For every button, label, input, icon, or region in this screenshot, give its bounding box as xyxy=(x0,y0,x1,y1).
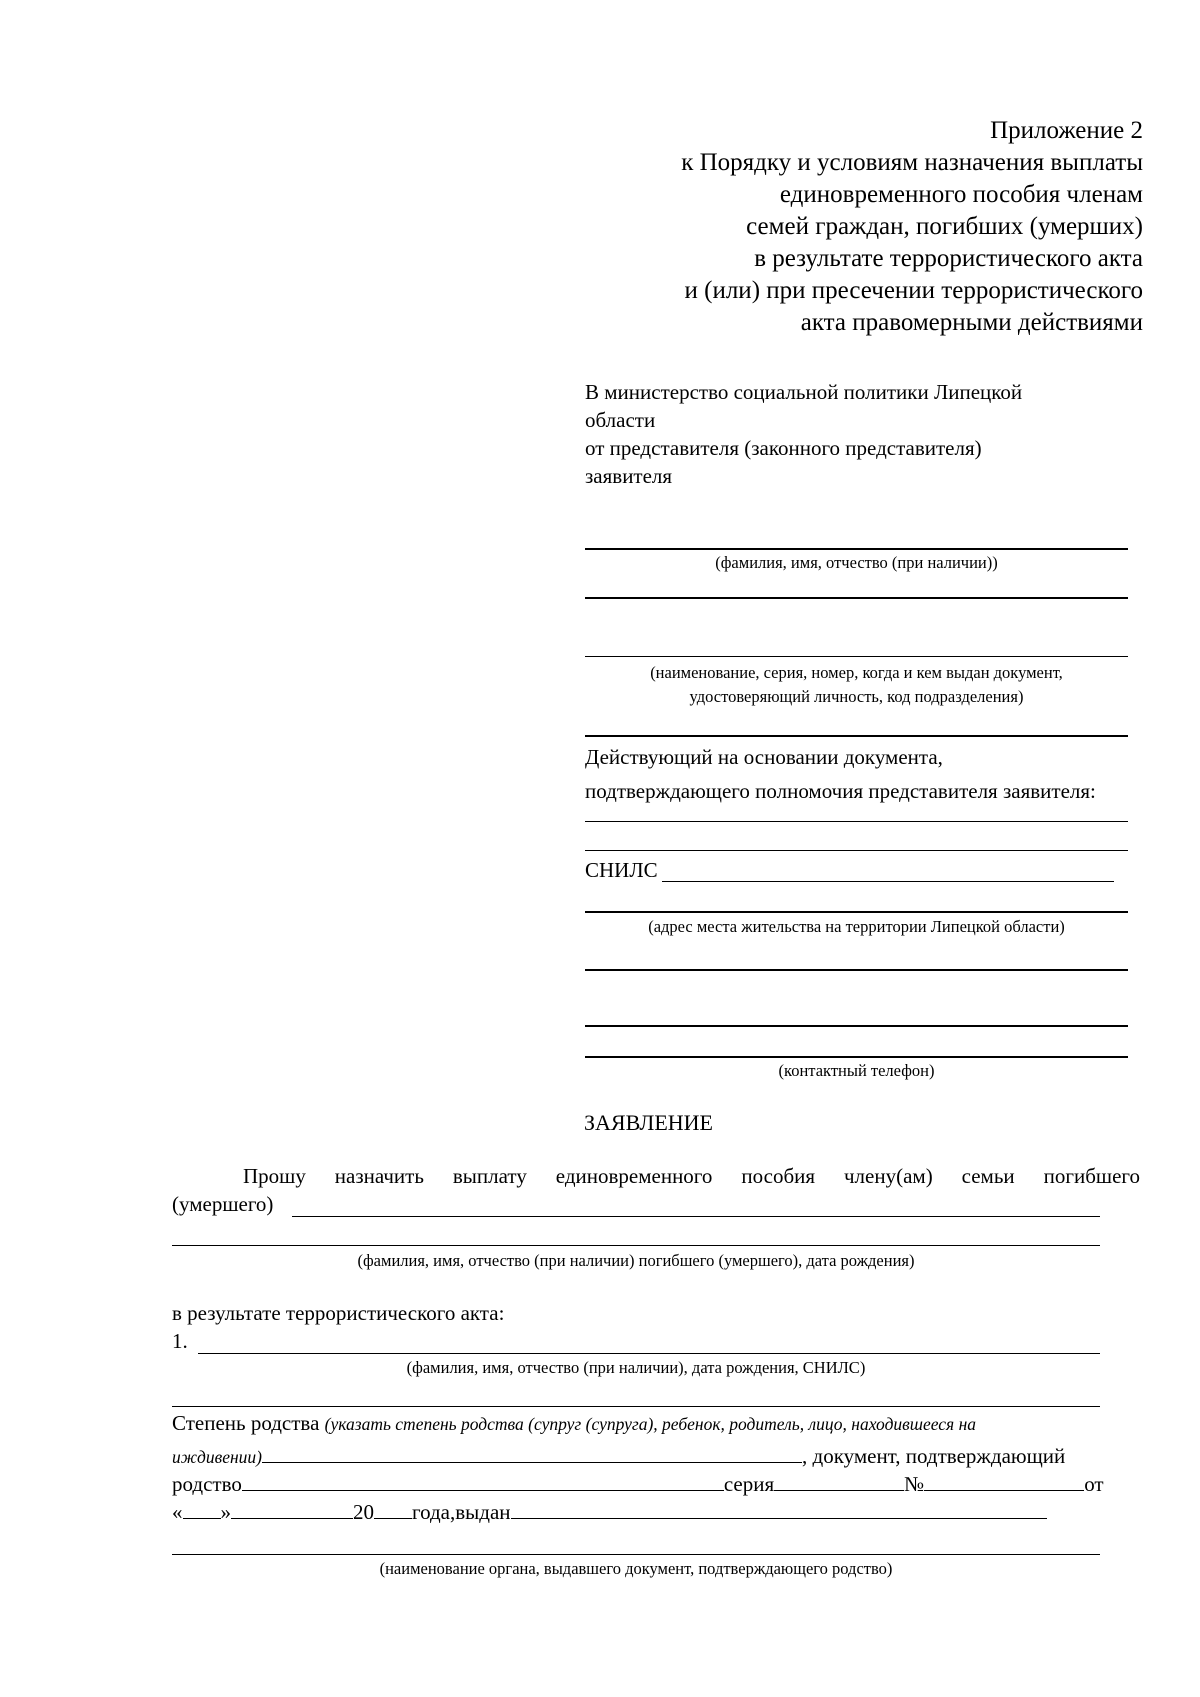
kinship-line-1 xyxy=(172,1410,976,1438)
deceased-caption: (фамилия, имя, отчество (при наличии) погибшего (умершего), дата рождения) xyxy=(357,1251,915,1270)
issuer-caption: (наименование органа, выдавшего документ, подтверждающего родство) xyxy=(379,1559,893,1578)
fio-caption: (фамилия, имя, отчество (при наличии)) xyxy=(715,553,998,572)
issued-label: года,выдан xyxy=(412,1500,511,1524)
addressee-block xyxy=(585,378,1022,490)
issuer-input-line-2[interactable] xyxy=(172,1554,1100,1555)
address-caption: (адрес места жительства на территории Липецкой области) xyxy=(648,917,1065,936)
year-prefix: 20 xyxy=(353,1500,374,1524)
kinship-hint-end: иждивении) xyxy=(172,1447,263,1467)
snils-label: СНИЛС xyxy=(585,858,658,882)
rodstvo-label: родство xyxy=(172,1472,242,1496)
request-line-1: Прошу назначить выплату единовременного пособия члену(ам) семьи погибшего xyxy=(243,1164,1140,1188)
month-input[interactable] xyxy=(231,1496,353,1519)
terror-act-label: в результате террористического акта: xyxy=(172,1301,505,1325)
address-input-line-2[interactable] xyxy=(585,969,1128,971)
addressee-line: от представителя (законного представителя) xyxy=(585,436,982,460)
address-input-line-1[interactable] xyxy=(585,911,1128,913)
deceased-input-line-1[interactable] xyxy=(292,1216,1100,1217)
appendix-line: единовременного пособия членам xyxy=(779,181,1143,208)
seria-label: серия xyxy=(723,1472,775,1496)
appendix-line: Приложение 2 xyxy=(990,117,1143,144)
day-input[interactable] xyxy=(183,1496,221,1519)
appendix-line: акта правомерными действиями xyxy=(800,309,1143,336)
rodstvo-doc-input[interactable] xyxy=(242,1468,724,1491)
authority-input-line-2[interactable] xyxy=(585,850,1128,851)
kinship-doc-confirm: , документ, подтверждающий xyxy=(802,1444,1066,1468)
member-input-line-2[interactable] xyxy=(172,1406,1100,1407)
member-input-line-1[interactable] xyxy=(198,1353,1100,1354)
issuer-input[interactable] xyxy=(511,1496,1047,1519)
id-doc-caption-line: (наименование, серия, номер, когда и кем выдан документ, xyxy=(650,663,1063,682)
ot-label: от xyxy=(1084,1472,1104,1496)
kinship-line-3 xyxy=(172,1468,1140,1498)
addressee-line: заявителя xyxy=(585,464,673,488)
seria-input[interactable] xyxy=(774,1468,904,1491)
quote-open: « xyxy=(172,1500,183,1524)
id-doc-input-line-3[interactable] xyxy=(585,735,1128,737)
kinship-line-4 xyxy=(172,1496,1047,1526)
kinship-label: Степень родства xyxy=(172,1411,320,1435)
kinship-input[interactable] xyxy=(262,1440,802,1463)
appendix-header xyxy=(560,115,1143,339)
authority-line: Действующий на основании документа, xyxy=(585,745,943,769)
year-input[interactable] xyxy=(374,1496,412,1519)
addressee-line: области xyxy=(585,408,656,432)
item-number: 1. xyxy=(172,1329,188,1353)
id-doc-input-line-1[interactable] xyxy=(585,597,1128,599)
addressee-line: В министерство социальной политики Липецкой xyxy=(585,380,1023,404)
id-doc-caption xyxy=(585,661,1128,709)
authority-line: подтверждающего полномочия представителя заявителя: xyxy=(585,779,1096,803)
kinship-line-2 xyxy=(172,1440,1140,1471)
page-title: ЗАЯВЛЕНИЕ xyxy=(584,1110,713,1135)
appendix-line: и (или) при пресечении террористического xyxy=(684,277,1143,304)
snils-input-line[interactable] xyxy=(662,881,1114,882)
request-line-2-prefix: (умершего) xyxy=(172,1192,274,1216)
phone-input-line[interactable] xyxy=(585,1056,1128,1058)
id-doc-caption-line: удостоверяющий личность, код подразделения) xyxy=(689,687,1024,706)
phone-caption: (контактный телефон) xyxy=(778,1061,935,1080)
authority-input-line-1[interactable] xyxy=(585,821,1128,822)
address-input-line-3[interactable] xyxy=(585,1025,1128,1027)
member-caption: (фамилия, имя, отчество (при наличии), дата рождения, СНИЛС) xyxy=(406,1358,866,1377)
appendix-line: к Порядку и условиям назначения выплаты xyxy=(681,149,1143,176)
number-sign: № xyxy=(904,1472,925,1496)
id-doc-input-line-2[interactable] xyxy=(585,656,1128,657)
quote-close: » xyxy=(220,1500,231,1524)
appendix-line: семей граждан, погибших (умерших) xyxy=(746,213,1143,240)
deceased-input-line-2[interactable] xyxy=(172,1245,1100,1246)
kinship-hint: (указать степень родства (супруг (супруга), ребенок, родитель, лицо, находившееся на xyxy=(324,1414,977,1434)
authority-block xyxy=(585,740,1096,808)
fio-input-line[interactable] xyxy=(585,548,1128,550)
appendix-line: в результате террористического акта xyxy=(754,245,1143,272)
number-input[interactable] xyxy=(924,1468,1084,1491)
